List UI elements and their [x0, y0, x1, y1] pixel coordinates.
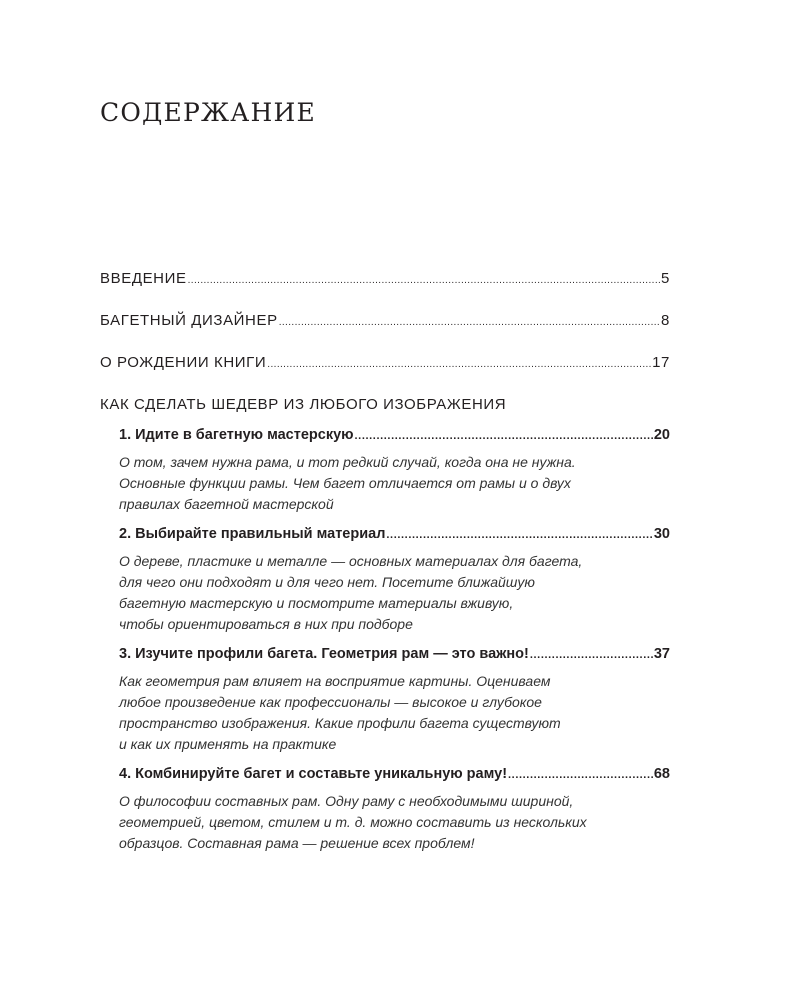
chapter-description: О том, зачем нужна рама, и тот редкий случай, когда она не нужна. Основные функции рамы. Чем багет отличается от рамы и о двух правилах багетной мастерской [119, 454, 576, 512]
table-of-contents [100, 266, 670, 862]
toc-entry-label: О РОЖДЕНИИ КНИГИ [100, 354, 267, 371]
toc-entry-label: БАГЕТНЫЙ ДИЗАЙНЕР [100, 312, 278, 329]
chapter-entry-1[interactable] [119, 424, 670, 515]
dot-leader [508, 764, 653, 786]
chapter-title: 3. Изучите профили багета. Геометрия рам — это важно! [119, 646, 529, 662]
toc-entry-page: 5 [661, 270, 670, 287]
chapter-title-line[interactable] [119, 523, 670, 546]
chapter-description: Как геометрия рам влияет на восприятие картины. Оцениваем любое произведение как профессионалы — высокое и глубокое пространство изображения. Какие профили багета существуют и как их применять на практике [119, 673, 561, 752]
dot-leader [279, 310, 660, 336]
dot-leader [355, 425, 653, 447]
toc-entry-page: 8 [661, 312, 670, 329]
toc-entry-page: 17 [652, 354, 670, 371]
toc-entry-label: ВВЕДЕНИЕ [100, 270, 187, 287]
chapter-title-line[interactable] [119, 763, 670, 786]
chapter-title: 1. Идите в багетную мастерскую [119, 427, 354, 443]
toc-entry-framing-designer[interactable] [100, 308, 670, 350]
chapter-title-line[interactable] [119, 643, 670, 666]
chapter-page: 68 [653, 766, 670, 782]
chapter-entry-4[interactable] [119, 763, 670, 854]
chapter-entry-2[interactable] [119, 523, 670, 635]
toc-entry-introduction[interactable] [100, 266, 670, 308]
chapter-page: 30 [653, 526, 670, 542]
chapter-page: 37 [653, 646, 670, 662]
dot-leader [267, 352, 651, 378]
chapter-page: 20 [653, 427, 670, 443]
page-title: СОДЕРЖАНИЕ [100, 98, 316, 127]
chapter-description: О дереве, пластике и металле — основных материалах для багета, для чего они подходят и для чего нет. Посетите ближайшую багетную мастерскую и посмотрите материалы вживую, чтобы ориентироваться в них при подборе [119, 553, 583, 632]
chapter-entry-3[interactable] [119, 643, 670, 755]
toc-entry-book-origin[interactable] [100, 350, 670, 392]
dot-leader [188, 268, 660, 294]
section-heading: КАК СДЕЛАТЬ ШЕДЕВР ИЗ ЛЮБОГО ИЗОБРАЖЕНИЯ [100, 396, 507, 413]
dot-leader [386, 524, 652, 546]
dot-leader [530, 644, 653, 666]
chapter-title: 2. Выбирайте правильный материал [119, 526, 386, 542]
chapter-title: 4. Комбинируйте багет и составьте уникальную раму! [119, 766, 508, 782]
chapter-description: О философии составных рам. Одну раму с необходимыми шириной, геометрией, цветом, стилем и т. д. можно составить из нескольких образцов. Составная рама — решение всех проблем! [119, 793, 587, 851]
chapter-title-line[interactable] [119, 424, 670, 447]
